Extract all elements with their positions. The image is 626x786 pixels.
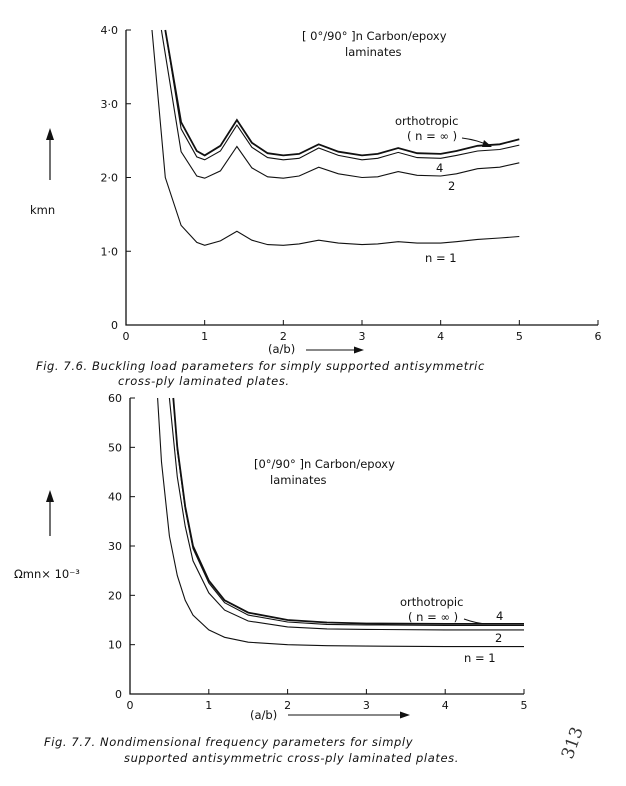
c2-x-axis-label: (a/b): [250, 708, 278, 722]
c2-inset-title-1: [0°/90° ]n Carbon/epoxy: [254, 457, 395, 471]
c1-x-tick-label: 2: [279, 330, 287, 343]
c2-x-tick-label: 4: [441, 699, 449, 712]
c1-series-line-0: [165, 30, 519, 155]
svg-text:313: 313: [557, 724, 588, 762]
c1-x-tick-label: 3: [358, 330, 366, 343]
c1-x-tick-label: 4: [437, 330, 445, 343]
c1-label-2: 2: [448, 179, 456, 193]
c1-caption-1: Fig. 7.6. Buckling load parameters for simply supported antisymmetric: [36, 359, 485, 373]
c1-x-axis-label: (a/b): [268, 342, 296, 356]
c2-x-tick-label: 5: [520, 699, 528, 712]
c1-series-group: [152, 30, 519, 245]
c1-x-ticks: [123, 320, 602, 343]
c2-label-n1: n = 1: [464, 651, 496, 665]
c1-x-tick-label: 5: [515, 330, 523, 343]
c2-y-arrow: [46, 490, 54, 536]
c2-x-arrow: [288, 712, 410, 719]
c1-label-orthotropic-1: orthotropic: [395, 114, 459, 128]
c1-x-arrow: [306, 347, 364, 354]
chart-frequency: [14, 392, 528, 765]
c2-y-tick-label: 30: [108, 540, 122, 553]
c1-y-tick-label: 2·0: [100, 171, 118, 185]
c1-x-tick-label: 6: [594, 330, 602, 343]
c2-x-ticks: [127, 689, 528, 712]
c1-inset-title-2: laminates: [345, 45, 402, 59]
c2-x-tick-label: 0: [126, 699, 134, 712]
c2-inset-title-2: laminates: [270, 473, 327, 487]
c2-x-tick-label: 3: [362, 699, 370, 712]
c2-series-line-0: [173, 398, 524, 624]
c2-y-tick-label: 60: [108, 392, 122, 405]
c2-label-2: 2: [495, 631, 503, 645]
c2-series-line-3: [158, 398, 524, 647]
c2-label-4: 4: [496, 609, 504, 623]
c1-series-line-1: [165, 30, 519, 160]
c2-y-axis-label: Ωmn× 10⁻³: [14, 567, 80, 581]
c1-y-tick-label: 3·0: [100, 97, 118, 111]
c1-label-4: 4: [436, 161, 444, 175]
c2-caption-2: supported antisymmetric cross-ply laminated plates.: [124, 751, 459, 765]
c2-series-line-2: [169, 398, 524, 630]
c1-x-tick-label: 0: [122, 330, 130, 343]
c1-y-tick-label: 1·0: [100, 245, 118, 259]
c2-y-ticks: [108, 392, 135, 701]
c2-x-tick-label: 2: [284, 699, 292, 712]
c1-label-orthotropic-2: ( n = ∞ ): [407, 129, 458, 143]
c1-series-line-3: [152, 30, 519, 245]
c2-x-tick-label: 1: [205, 699, 213, 712]
c1-y-axis-label: kmn: [30, 203, 56, 217]
c1-y-tick-label: 4·0: [100, 24, 118, 37]
c1-caption-2: cross-ply laminated plates.: [118, 374, 290, 388]
c2-y-tick-label: 0: [115, 688, 122, 701]
c2-series-group: [158, 398, 524, 647]
c1-inset-title-1: [ 0°/90° ]n Carbon/epoxy: [302, 29, 447, 43]
c2-label-orthotropic-2: ( n = ∞ ): [408, 610, 459, 624]
c1-x-tick-label: 1: [201, 330, 209, 343]
c1-y-tick-label: 0: [111, 319, 118, 332]
c2-y-tick-label: 10: [108, 638, 122, 652]
c2-y-tick-label: 40: [108, 490, 122, 504]
handwritten-page-number: [558, 724, 588, 761]
c2-series-line-1: [173, 398, 524, 625]
c1-y-arrow: [46, 128, 54, 180]
c1-orthotropic-arrowhead: [482, 140, 492, 147]
c2-label-orthotropic-1: orthotropic: [400, 595, 464, 609]
c2-y-tick-label: 50: [108, 441, 122, 455]
chart-buckling: [30, 24, 602, 388]
c2-caption-1: Fig. 7.7. Nondimensional frequency parameters for simply: [44, 735, 414, 749]
c2-y-tick-label: 20: [108, 589, 122, 603]
c1-label-n1: n = 1: [425, 251, 457, 265]
